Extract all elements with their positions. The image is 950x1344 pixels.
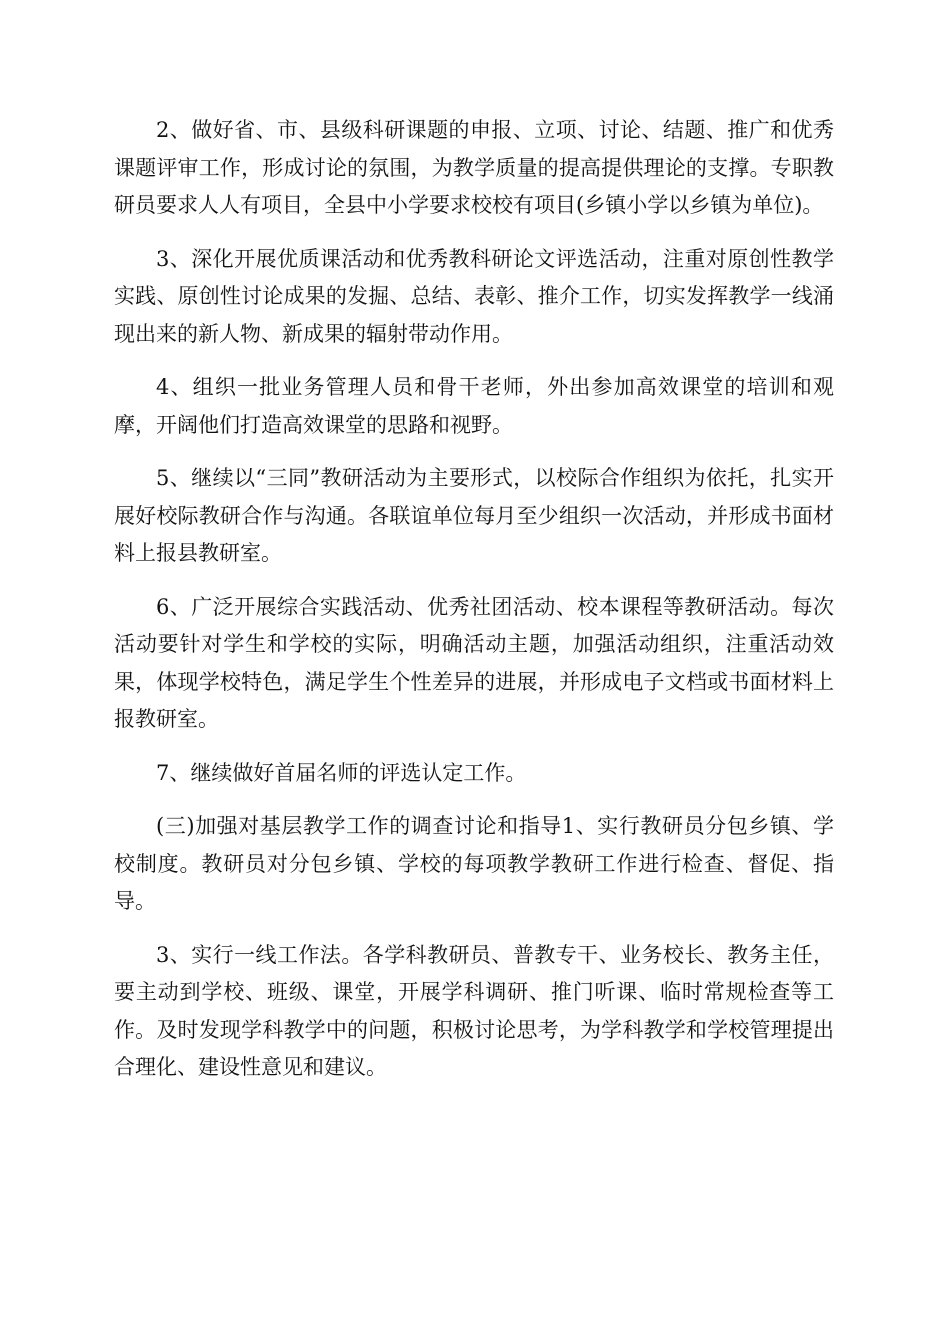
paragraph-item-5: 5、继续以“三同”教研活动为主要形式，以校际合作组织为依托，扎实开展好校际教研合作与沟通。各联谊单位每月至少组织一次活动，并形成书面材料上报县教研室。 bbox=[114, 466, 834, 565]
document-body bbox=[114, 112, 834, 1103]
paragraph-item-3: 3、深化开展优质课活动和优秀教科研论文评选活动，注重对原创性教学实践、原创性讨论成果的发掘、总结、表彰、推介工作，切实发挥教学一线涌现出来的新人物、新成果的辐射带动作用。 bbox=[114, 246, 834, 346]
paragraph-item-4: 4、组织一批业务管理人员和骨干老师，外出参加高效课堂的培训和观摩，开阔他们打造高效课堂的思路和视野。 bbox=[114, 375, 834, 437]
paragraph-item-7: 7、继续做好首届名师的评选认定工作。 bbox=[156, 760, 527, 785]
paragraph-item-2: 2、做好省、市、县级科研课题的申报、立项、讨论、结题、推广和优秀课题评审工作，形成讨论的氛围，为教学质量的提高提供理论的支撑。专职教研员要求人人有项目，全县中小学要求校校有项目(乡镇小学以乡镇为单位)。 bbox=[114, 118, 834, 217]
paragraph-section-3: (三)加强对基层教学工作的调查讨论和指导1、实行教研员分包乡镇、学校制度。教研员对分包乡镇、学校的每项教学教研工作进行检查、督促、指导。 bbox=[114, 814, 834, 913]
paragraph-item-6: 6、广泛开展综合实践活动、优秀社团活动、校本课程等教研活动。每次活动要针对学生和学校的实际，明确活动主题，加强活动组织，注重活动效果，体现学校特色，满足学生个性差异的进展，并形成电子文档或书面材料上报教研室。 bbox=[114, 594, 834, 731]
paragraph-item-3b: 3、实行一线工作法。各学科教研员、普教专干、业务校长、教务主任，要主动到学校、班级、课堂，开展学科调研、推门听课、临时常规检查等工作。及时发现学科教学中的问题，积极讨论思考，为学科教学和学校管理提出合理化、建设性意见和建议。 bbox=[114, 942, 834, 1079]
